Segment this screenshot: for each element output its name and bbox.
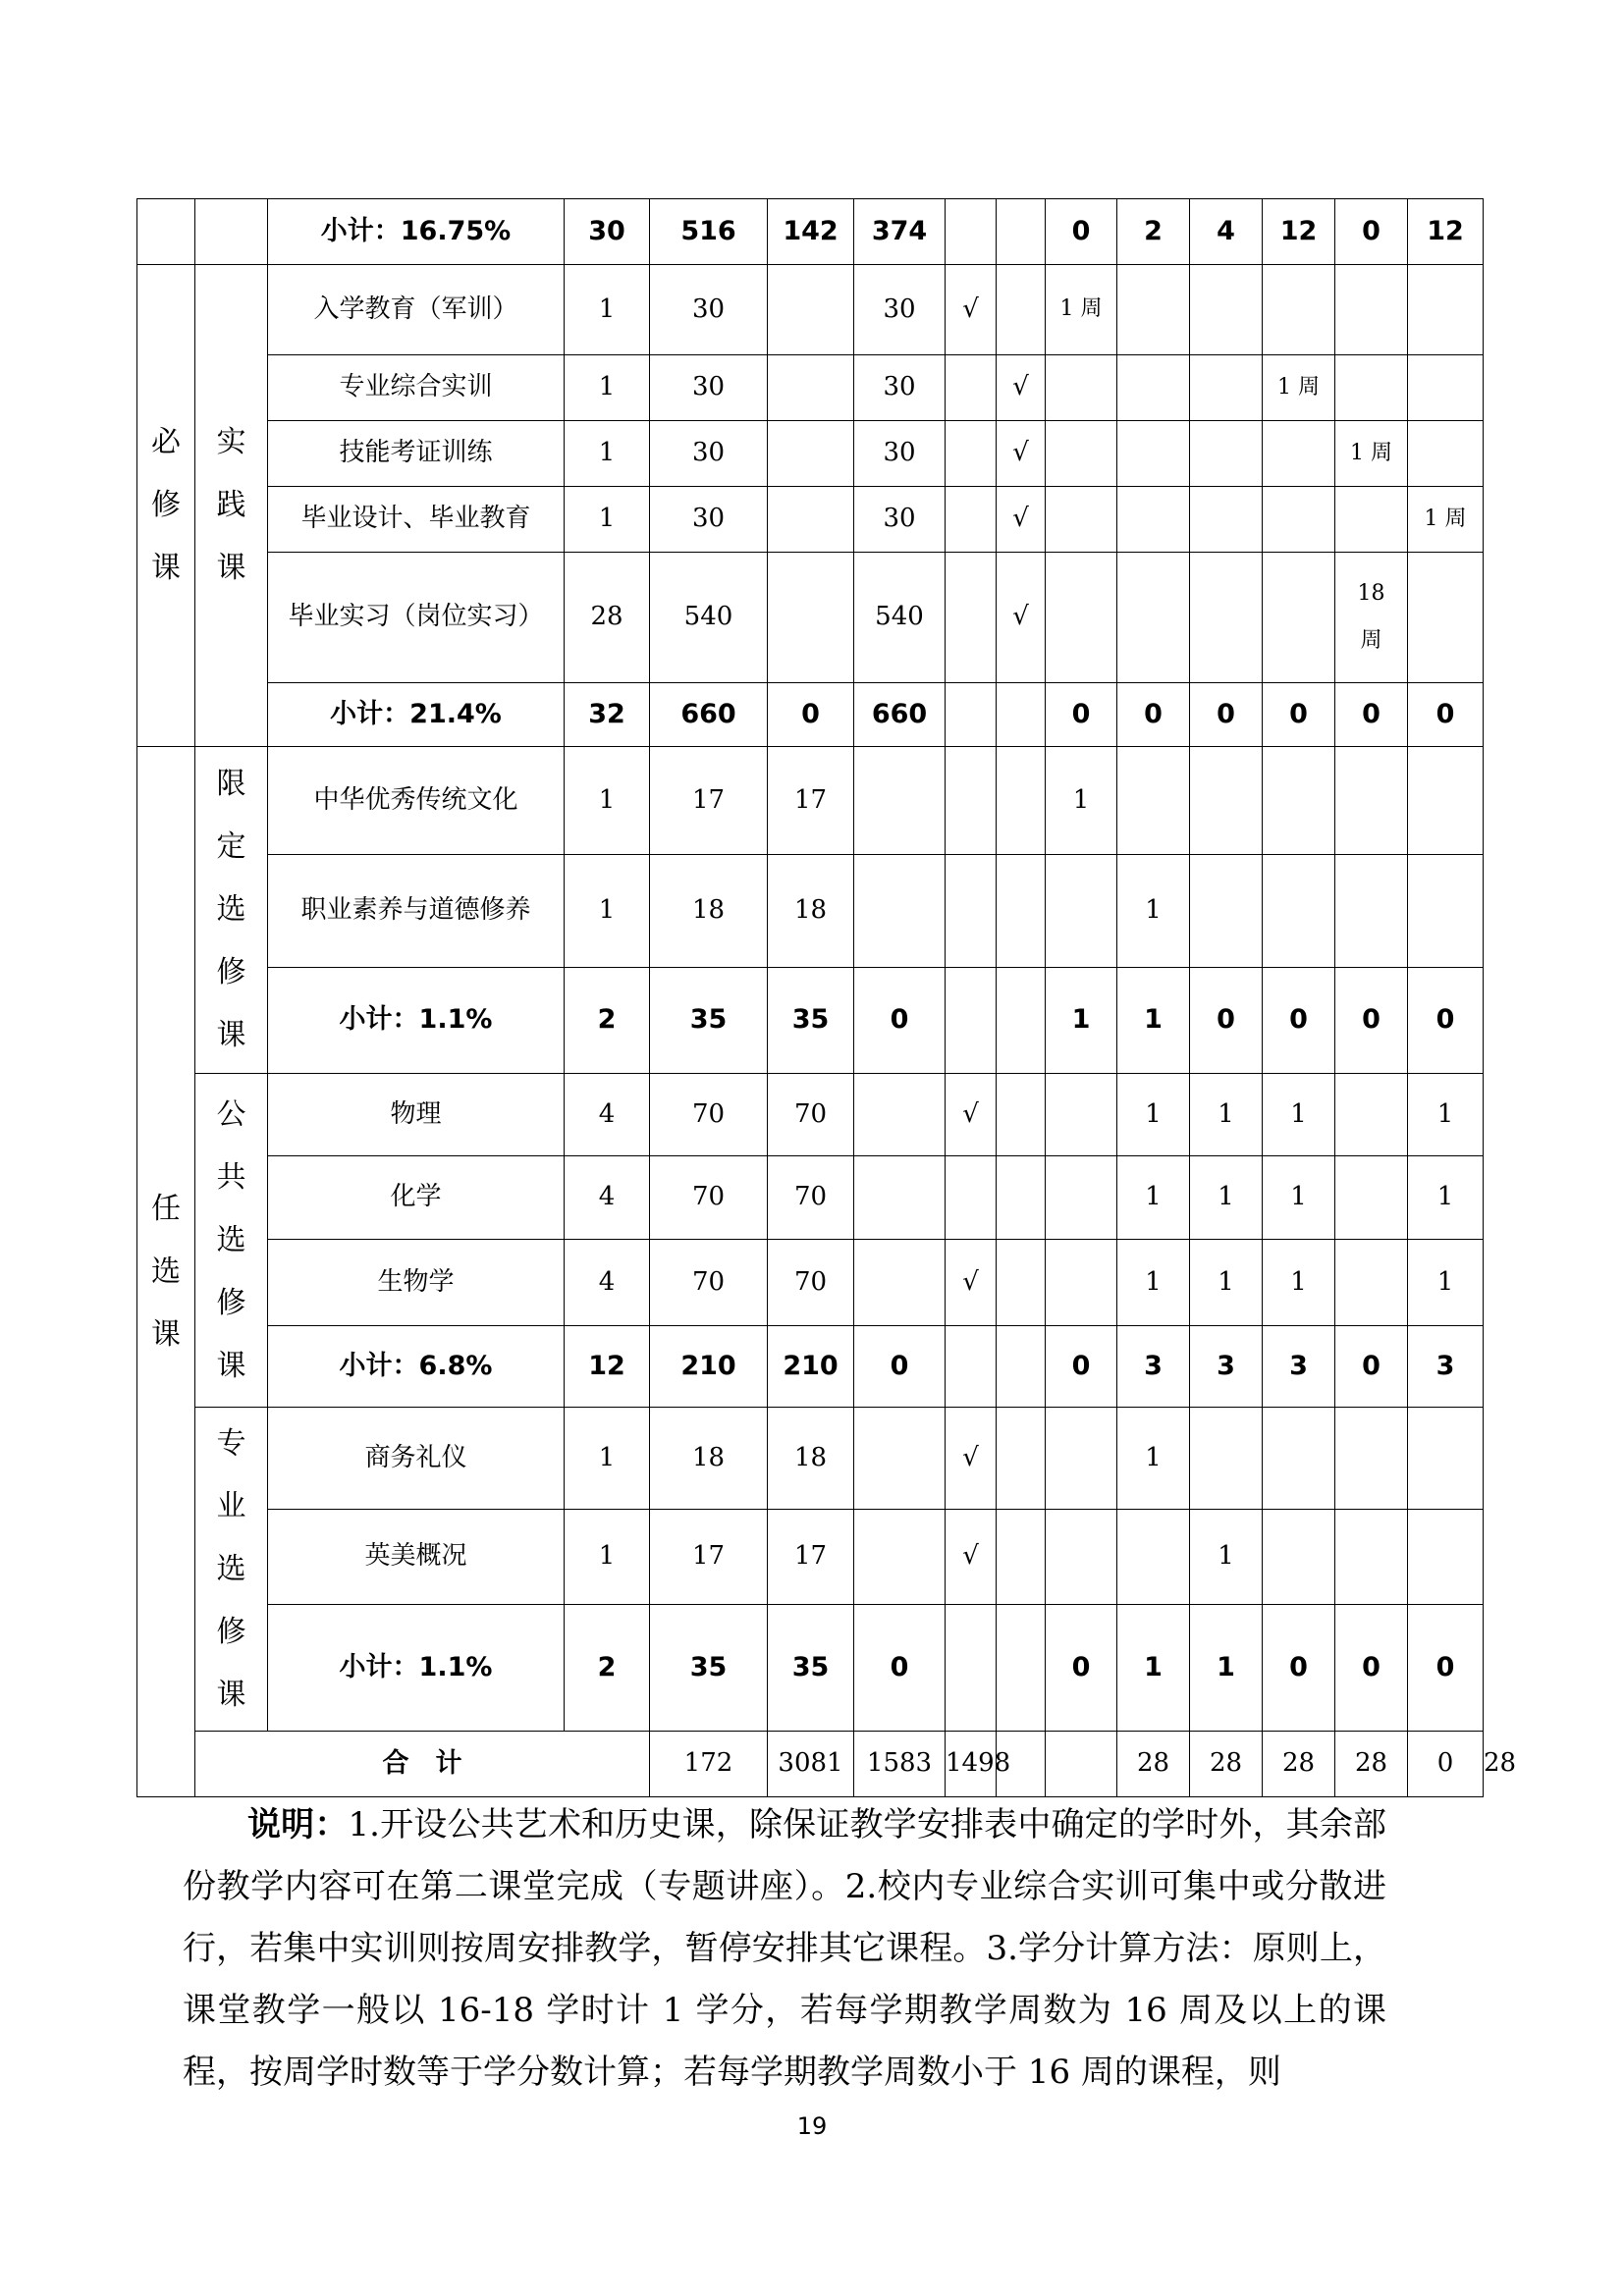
- course-s1: [1046, 487, 1117, 553]
- subtotal-value: 210: [768, 1326, 854, 1408]
- course-s6: [1408, 355, 1484, 421]
- vertical-char: 必: [151, 425, 181, 459]
- vertical-char: 限: [216, 767, 246, 801]
- course-s1: [1046, 1408, 1117, 1510]
- vertical-char: 课: [151, 1316, 181, 1352]
- subtotal-value: 0: [1335, 199, 1408, 265]
- group-limited: [195, 747, 268, 1074]
- course-credit: 1: [565, 421, 650, 487]
- total-value: 0: [1408, 1732, 1484, 1797]
- course-s1: 1 周: [1046, 265, 1117, 355]
- course-practice: [854, 855, 946, 968]
- table-row: [137, 1510, 1484, 1605]
- course-s3: [1190, 747, 1263, 855]
- vertical-char: 课: [216, 1677, 246, 1712]
- course-s5: [1335, 355, 1408, 421]
- total-value: 3081: [768, 1732, 854, 1797]
- table-row: [137, 747, 1484, 855]
- subtotal-value: [946, 1326, 997, 1408]
- subtotal-value: 0: [1190, 683, 1263, 747]
- subtotal-value: [997, 968, 1046, 1074]
- course-check: √: [997, 421, 1046, 487]
- page-number: 19: [796, 2112, 828, 2140]
- group-practice: [195, 265, 268, 747]
- table-row: [137, 421, 1484, 487]
- total-value: 28: [1117, 1732, 1190, 1797]
- course-s6: 1: [1408, 1074, 1484, 1156]
- course-theory: 70: [768, 1156, 854, 1240]
- group-public: [195, 1074, 268, 1408]
- subtotal-value: 35: [768, 1605, 854, 1732]
- course-s2: [1117, 1510, 1190, 1605]
- course-s1: 1: [1046, 747, 1117, 855]
- subtotal-value: 12: [1408, 199, 1484, 265]
- table-row: [137, 855, 1484, 968]
- course-s1: [1046, 421, 1117, 487]
- subtotal-value: [946, 199, 997, 265]
- course-s3: [1190, 553, 1263, 683]
- vertical-char: 课: [151, 551, 181, 585]
- course-hours: 30: [650, 265, 768, 355]
- course-theory: [768, 355, 854, 421]
- course-s3: [1190, 421, 1263, 487]
- course-s6: [1408, 747, 1484, 855]
- table-row: [137, 968, 1484, 1074]
- subtotal-value: 0: [854, 968, 946, 1074]
- course-s5: [1335, 487, 1408, 553]
- subtotal-value: 660: [650, 683, 768, 747]
- subtotal-value: 0: [1335, 968, 1408, 1074]
- vertical-char: 修: [216, 1285, 246, 1320]
- course-hours: 540: [650, 553, 768, 683]
- table-row: [137, 1240, 1484, 1326]
- course-theory: 17: [768, 747, 854, 855]
- table-row: 合 计 172 3081 1583 1498 28 28 28 28 0 28: [137, 1732, 1484, 1797]
- course-s6: 1: [1408, 1240, 1484, 1326]
- subtotal-value: 3: [1190, 1326, 1263, 1408]
- vertical-char: 共: [216, 1159, 246, 1195]
- subtotal-value: [997, 1326, 1046, 1408]
- table-row: [137, 355, 1484, 421]
- course-check: [997, 1240, 1046, 1326]
- subtotal-value: 0: [1335, 1605, 1408, 1732]
- course-s5: [1335, 1510, 1408, 1605]
- subtotal-value: 0: [1046, 1605, 1117, 1732]
- course-check: [997, 1156, 1046, 1240]
- course-practice: [854, 1240, 946, 1326]
- table-row: [137, 1156, 1484, 1240]
- subtotal-value: 0: [1335, 683, 1408, 747]
- course-s3: 1: [1190, 1240, 1263, 1326]
- course-s6: 1: [1408, 1156, 1484, 1240]
- subtotal-value: 0: [1046, 1326, 1117, 1408]
- vertical-char: 课: [216, 1018, 246, 1052]
- course-s5: [1335, 1156, 1408, 1240]
- course-exam: [946, 1156, 997, 1240]
- vertical-char: 公: [216, 1096, 246, 1132]
- course-theory: 70: [768, 1074, 854, 1156]
- course-s1: [1046, 355, 1117, 421]
- subtotal-value: 210: [650, 1326, 768, 1408]
- course-practice: [854, 1408, 946, 1510]
- course-s5: [1335, 265, 1408, 355]
- course-theory: 70: [768, 1240, 854, 1326]
- course-s6: 1 周: [1408, 487, 1484, 553]
- course-schedule-table: [136, 198, 1517, 1797]
- course-practice: [854, 747, 946, 855]
- total-value: 28: [1335, 1732, 1408, 1797]
- course-s5: [1335, 747, 1408, 855]
- group-major: [195, 1408, 268, 1732]
- subtotal-value: 142: [768, 199, 854, 265]
- subtotal-value: 0: [768, 683, 854, 747]
- vertical-char: 课: [216, 551, 246, 585]
- course-hours: 30: [650, 355, 768, 421]
- vertical-char: 定: [216, 829, 246, 864]
- course-s2: 1: [1117, 855, 1190, 968]
- course-check: √: [997, 553, 1046, 683]
- course-name: 商务礼仪: [268, 1408, 565, 1510]
- table-row: [137, 1408, 1484, 1510]
- subtotal-value: 3: [1408, 1326, 1484, 1408]
- subtotal-label: 小计：21.4%: [268, 683, 565, 747]
- course-theory: [768, 487, 854, 553]
- course-check: [997, 1074, 1046, 1156]
- course-s1: [1046, 1240, 1117, 1326]
- course-s4: 1: [1263, 1156, 1335, 1240]
- course-exam: √: [946, 1510, 997, 1605]
- course-check: √: [997, 487, 1046, 553]
- course-credit: 4: [565, 1074, 650, 1156]
- course-exam: [946, 355, 997, 421]
- total-label: 合 计: [195, 1732, 650, 1797]
- course-name: 入学教育（军训）: [268, 265, 565, 355]
- course-s3: [1190, 1408, 1263, 1510]
- course-hours: 18: [650, 855, 768, 968]
- vertical-char: 业: [216, 1488, 246, 1523]
- blank-cell: [195, 199, 268, 265]
- course-s2: [1117, 487, 1190, 553]
- subtotal-value: 35: [650, 968, 768, 1074]
- course-name: 英美概况: [268, 1510, 565, 1605]
- course-s4: [1263, 553, 1335, 683]
- course-s2: [1117, 747, 1190, 855]
- course-theory: [768, 265, 854, 355]
- course-s4: [1263, 747, 1335, 855]
- subtotal-value: [997, 1605, 1046, 1732]
- course-credit: 1: [565, 355, 650, 421]
- course-s1: [1046, 1510, 1117, 1605]
- course-check: [997, 265, 1046, 355]
- course-name: 专业综合实训: [268, 355, 565, 421]
- subtotal-value: 0: [1408, 1605, 1484, 1732]
- vertical-char: 课: [216, 1348, 246, 1383]
- vertical-char: 践: [216, 488, 246, 522]
- course-s2: 1: [1117, 1074, 1190, 1156]
- course-credit: 4: [565, 1240, 650, 1326]
- course-s2: [1117, 265, 1190, 355]
- course-s6: [1408, 265, 1484, 355]
- vertical-char: 实: [216, 425, 246, 459]
- vertical-char: 选: [216, 892, 246, 927]
- course-s2: 1: [1117, 1156, 1190, 1240]
- table-body: [137, 199, 1517, 1797]
- subtotal-value: 1: [1117, 968, 1190, 1074]
- note-text: 1.开设公共艺术和历史课，除保证教学安排表中确定的学时外，其余部份教学内容可在第二课堂完成（专题讲座）。2.校内专业综合实训可集中或分散进行，若集中实训则按周安排教学，暂停安排其它课程。3.学分计算方法：原则上，课堂教学一般以 16-18 学时计 1 学分，若每学期教学周数为 16 周及以上的课程，按周学时数等于学分数计算；若每学期教学周数小于 16 周的课程，则: [183, 1805, 1387, 2092]
- note-lead: 说明：: [247, 1805, 349, 1844]
- subtotal-label: 小计：1.1%: [268, 968, 565, 1074]
- course-s6: [1408, 421, 1484, 487]
- vertical-char: 选: [216, 1222, 246, 1257]
- course-s4: [1263, 421, 1335, 487]
- subtotal-value: [997, 683, 1046, 747]
- course-s2: 1: [1117, 1240, 1190, 1326]
- course-theory: 18: [768, 1408, 854, 1510]
- course-check: [997, 855, 1046, 968]
- subtotal-label: 小计：1.1%: [268, 1605, 565, 1732]
- course-credit: 1: [565, 747, 650, 855]
- course-name: 生物学: [268, 1240, 565, 1326]
- course-s1: [1046, 855, 1117, 968]
- course-s3: [1190, 855, 1263, 968]
- subtotal-value: [946, 968, 997, 1074]
- subtotal-value: 0: [1335, 1326, 1408, 1408]
- course-name: 化学: [268, 1156, 565, 1240]
- subtotal-value: 0: [1408, 683, 1484, 747]
- course-exam: [946, 855, 997, 968]
- course-name: 职业素养与道德修养: [268, 855, 565, 968]
- course-theory: [768, 421, 854, 487]
- course-s1: [1046, 553, 1117, 683]
- course-s2: [1117, 553, 1190, 683]
- course-exam: √: [946, 1074, 997, 1156]
- subtotal-value: 3: [1117, 1326, 1190, 1408]
- course-s4: 1 周: [1263, 355, 1335, 421]
- course-name: 中华优秀传统文化: [268, 747, 565, 855]
- course-exam: [946, 747, 997, 855]
- course-s3: [1190, 487, 1263, 553]
- subtotal-value: 0: [1263, 1605, 1335, 1732]
- subtotal-value: 12: [565, 1326, 650, 1408]
- subtotal-value: 1: [1190, 1605, 1263, 1732]
- table-row: [137, 487, 1484, 553]
- course-s4: [1263, 855, 1335, 968]
- subtotal-value: 2: [565, 1605, 650, 1732]
- subtotal-value: 0: [1046, 683, 1117, 747]
- course-s2: 1: [1117, 1408, 1190, 1510]
- course-practice: 540: [854, 553, 946, 683]
- course-s5: 1 周: [1335, 421, 1408, 487]
- table-row: [137, 1074, 1484, 1156]
- course-hours: 70: [650, 1156, 768, 1240]
- subtotal-value: [946, 683, 997, 747]
- course-hours: 30: [650, 421, 768, 487]
- vertical-char: 选: [151, 1254, 181, 1289]
- total-value: 1498: [946, 1732, 997, 1797]
- course-check: √: [997, 355, 1046, 421]
- course-s6: [1408, 1408, 1484, 1510]
- subtotal-value: 0: [1263, 683, 1335, 747]
- course-name: 物理: [268, 1074, 565, 1156]
- subtotal-value: 3: [1263, 1326, 1335, 1408]
- course-s1: [1046, 1156, 1117, 1240]
- subtotal-value: 2: [1117, 199, 1190, 265]
- group-elective: [137, 747, 195, 1797]
- course-hours: 18: [650, 1408, 768, 1510]
- course-s4: [1263, 487, 1335, 553]
- course-practice: [854, 1074, 946, 1156]
- table-row: [137, 1605, 1484, 1732]
- course-name: 毕业实习（岗位实习）: [268, 553, 565, 683]
- course-theory: 18: [768, 855, 854, 968]
- course-practice: 30: [854, 421, 946, 487]
- course-exam: [946, 487, 997, 553]
- subtotal-value: 0: [1190, 968, 1263, 1074]
- vertical-char: 任: [151, 1191, 181, 1226]
- course-s5: [1335, 1408, 1408, 1510]
- course-hours: 17: [650, 747, 768, 855]
- course-s2: [1117, 355, 1190, 421]
- course-check: [997, 1510, 1046, 1605]
- subtotal-value: 35: [768, 968, 854, 1074]
- course-exam: √: [946, 1408, 997, 1510]
- course-credit: 4: [565, 1156, 650, 1240]
- course-exam: [946, 421, 997, 487]
- subtotal-value: 0: [1408, 968, 1484, 1074]
- course-practice: [854, 1510, 946, 1605]
- course-s6: [1408, 1510, 1484, 1605]
- course-credit: 1: [565, 855, 650, 968]
- subtotal-value: 2: [565, 968, 650, 1074]
- course-exam: √: [946, 265, 997, 355]
- vertical-char: 修: [216, 1614, 246, 1649]
- total-value: 28: [1263, 1732, 1335, 1797]
- course-s2: [1117, 421, 1190, 487]
- vertical-char: 修: [216, 955, 246, 989]
- course-theory: [768, 553, 854, 683]
- course-practice: 30: [854, 265, 946, 355]
- subtotal-value: 30: [565, 199, 650, 265]
- course-s3: [1190, 265, 1263, 355]
- explanation-note: [183, 1794, 1386, 2104]
- course-s6: [1408, 553, 1484, 683]
- course-s3: 1: [1190, 1156, 1263, 1240]
- course-s4: [1263, 265, 1335, 355]
- subtotal-value: 4: [1190, 199, 1263, 265]
- subtotal-value: 0: [1046, 199, 1117, 265]
- subtotal-value: 374: [854, 199, 946, 265]
- subtotal-value: 660: [854, 683, 946, 747]
- course-s3: 1: [1190, 1510, 1263, 1605]
- course-check: [997, 747, 1046, 855]
- course-practice: 30: [854, 487, 946, 553]
- subtotal-value: 0: [1263, 968, 1335, 1074]
- course-s5: [1335, 1074, 1408, 1156]
- course-s5: [1335, 855, 1408, 968]
- subtotal-value: 1: [1046, 968, 1117, 1074]
- total-value: 1583: [854, 1732, 946, 1797]
- course-exam: √: [946, 1240, 997, 1326]
- course-theory: 17: [768, 1510, 854, 1605]
- table-row: [137, 1326, 1484, 1408]
- subtotal-value: 516: [650, 199, 768, 265]
- vertical-char: 修: [151, 488, 181, 522]
- total-value: 28: [1190, 1732, 1263, 1797]
- subtotal-value: [946, 1605, 997, 1732]
- vertical-char: 专: [216, 1425, 246, 1461]
- course-practice: [854, 1156, 946, 1240]
- course-credit: 1: [565, 265, 650, 355]
- course-check: [997, 1408, 1046, 1510]
- course-practice: 30: [854, 355, 946, 421]
- table-row: [137, 683, 1484, 747]
- course-hours: 30: [650, 487, 768, 553]
- subtotal-value: 0: [1117, 683, 1190, 747]
- course-name: 技能考证训练: [268, 421, 565, 487]
- group-required: [137, 265, 195, 747]
- course-s4: [1263, 1408, 1335, 1510]
- course-hours: 70: [650, 1074, 768, 1156]
- total-value: 172: [650, 1732, 768, 1797]
- total-value: [1046, 1732, 1117, 1797]
- subtotal-value: 32: [565, 683, 650, 747]
- course-credit: 1: [565, 1510, 650, 1605]
- course-name: 毕业设计、毕业教育: [268, 487, 565, 553]
- table-row: [137, 265, 1484, 355]
- course-hours: 17: [650, 1510, 768, 1605]
- course-s3: 1: [1190, 1074, 1263, 1156]
- course-s4: 1: [1263, 1074, 1335, 1156]
- blank-cell: [137, 199, 195, 265]
- subtotal-label: 小计：6.8%: [268, 1326, 565, 1408]
- course-s3: [1190, 355, 1263, 421]
- subtotal-value: 1: [1117, 1605, 1190, 1732]
- course-s5: 18 周: [1335, 553, 1408, 683]
- subtotal-value: [997, 199, 1046, 265]
- subtotal-value: 0: [854, 1326, 946, 1408]
- vertical-char: 选: [216, 1551, 246, 1586]
- course-credit: 1: [565, 1408, 650, 1510]
- subtotal-value: 0: [854, 1605, 946, 1732]
- course-s5: [1335, 1240, 1408, 1326]
- course-exam: [946, 553, 997, 683]
- course-credit: 1: [565, 487, 650, 553]
- subtotal-value: 12: [1263, 199, 1335, 265]
- course-credit: 28: [565, 553, 650, 683]
- table-row: [137, 553, 1484, 683]
- course-s4: 1: [1263, 1240, 1335, 1326]
- course-s4: [1263, 1510, 1335, 1605]
- course-s1: [1046, 1074, 1117, 1156]
- course-s6: [1408, 855, 1484, 968]
- subtotal-value: 35: [650, 1605, 768, 1732]
- table-row: [137, 199, 1484, 265]
- course-hours: 70: [650, 1240, 768, 1326]
- subtotal-label: 小计：16.75%: [268, 199, 565, 265]
